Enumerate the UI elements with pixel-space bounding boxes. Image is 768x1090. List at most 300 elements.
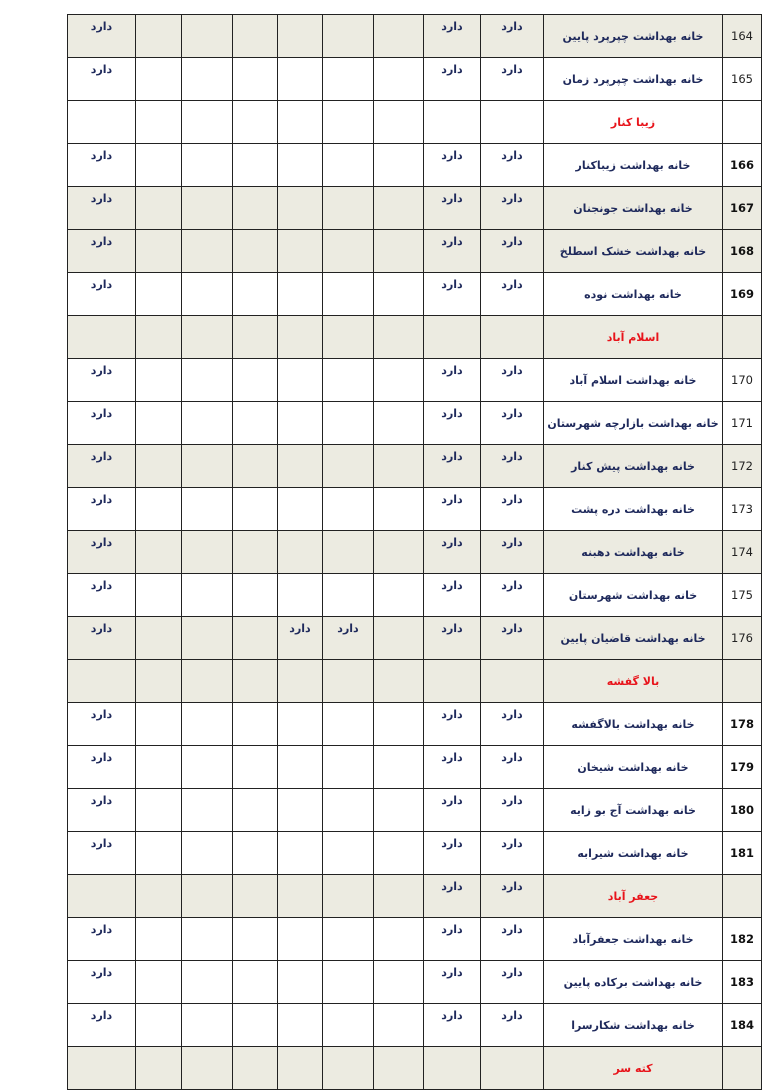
status-cell: دارد	[424, 789, 481, 832]
status-cell: دارد	[68, 273, 136, 316]
status-cell: دارد	[481, 187, 544, 230]
status-cell: دارد	[481, 789, 544, 832]
status-cell: دارد	[481, 230, 544, 273]
status-cell: دارد	[424, 359, 481, 402]
row-number	[723, 660, 762, 703]
status-cell	[233, 144, 278, 187]
status-cell: دارد	[424, 488, 481, 531]
health-house-name: خانه بهداشت بازارچه شهرستان	[544, 402, 723, 445]
health-house-name: خانه بهداشت برکاده پایین	[544, 961, 723, 1004]
status-cell	[136, 531, 182, 574]
status-cell: دارد	[68, 359, 136, 402]
status-cell	[136, 359, 182, 402]
table-row	[68, 703, 762, 746]
status-cell	[323, 1004, 374, 1047]
status-cell	[374, 574, 424, 617]
status-cell	[136, 488, 182, 531]
status-cell: دارد	[68, 746, 136, 789]
status-cell	[233, 230, 278, 273]
row-number: 176	[723, 617, 762, 660]
status-cell	[374, 187, 424, 230]
status-cell: دارد	[68, 617, 136, 660]
health-house-name: خانه بهداشت شیخان	[544, 746, 723, 789]
row-number: 167	[723, 187, 762, 230]
health-house-name: خانه بهداشت بالاگفشه	[544, 703, 723, 746]
status-cell	[278, 488, 323, 531]
status-cell	[182, 1004, 233, 1047]
row-number: 175	[723, 574, 762, 617]
status-cell	[424, 316, 481, 359]
health-house-name: خانه بهداشت آج بو زایه	[544, 789, 723, 832]
row-number: 181	[723, 832, 762, 875]
table-row	[68, 961, 762, 1004]
status-cell	[136, 961, 182, 1004]
status-cell	[278, 703, 323, 746]
status-cell	[278, 918, 323, 961]
status-cell	[278, 660, 323, 703]
status-cell: دارد	[68, 918, 136, 961]
status-cell	[374, 832, 424, 875]
row-number: 179	[723, 746, 762, 789]
table-row	[68, 574, 762, 617]
health-house-name: خانه بهداشت دره پشت	[544, 488, 723, 531]
status-cell: دارد	[481, 961, 544, 1004]
status-cell: دارد	[424, 273, 481, 316]
status-cell	[136, 918, 182, 961]
status-cell	[424, 101, 481, 144]
status-cell	[233, 187, 278, 230]
status-cell: دارد	[424, 1004, 481, 1047]
status-cell	[136, 703, 182, 746]
status-cell	[182, 832, 233, 875]
status-cell	[182, 273, 233, 316]
status-cell	[374, 230, 424, 273]
status-cell	[182, 316, 233, 359]
status-cell	[233, 445, 278, 488]
status-cell	[68, 875, 136, 918]
status-cell	[481, 101, 544, 144]
table-row	[68, 359, 762, 402]
status-cell: دارد	[424, 617, 481, 660]
region-name: کته سر	[544, 1047, 723, 1090]
status-cell	[233, 617, 278, 660]
status-cell	[233, 531, 278, 574]
status-cell: دارد	[68, 531, 136, 574]
status-cell: دارد	[68, 402, 136, 445]
status-cell	[233, 918, 278, 961]
status-cell	[323, 832, 374, 875]
status-cell	[233, 402, 278, 445]
status-cell: دارد	[424, 230, 481, 273]
table-row	[68, 58, 762, 101]
row-number: 164	[723, 15, 762, 58]
status-cell	[136, 789, 182, 832]
status-cell	[136, 15, 182, 58]
status-cell	[68, 1047, 136, 1090]
row-number	[723, 101, 762, 144]
status-cell	[182, 789, 233, 832]
status-cell: دارد	[481, 273, 544, 316]
table-row	[68, 402, 762, 445]
status-cell: دارد	[424, 574, 481, 617]
status-cell	[136, 832, 182, 875]
status-cell	[481, 660, 544, 703]
status-cell	[233, 832, 278, 875]
row-number: 173	[723, 488, 762, 531]
status-cell: دارد	[68, 789, 136, 832]
row-number: 182	[723, 918, 762, 961]
row-number: 169	[723, 273, 762, 316]
status-cell: دارد	[424, 961, 481, 1004]
table-row	[68, 15, 762, 58]
status-cell	[278, 316, 323, 359]
status-cell	[374, 15, 424, 58]
region-header-row	[68, 660, 762, 703]
table-row	[68, 445, 762, 488]
status-cell: دارد	[424, 531, 481, 574]
row-number	[723, 316, 762, 359]
row-number: 178	[723, 703, 762, 746]
status-cell	[278, 230, 323, 273]
status-cell	[374, 488, 424, 531]
status-cell	[278, 875, 323, 918]
status-cell: دارد	[424, 832, 481, 875]
status-cell	[323, 58, 374, 101]
row-number: 180	[723, 789, 762, 832]
health-house-table-page	[67, 14, 761, 1090]
status-cell	[374, 359, 424, 402]
status-cell	[374, 1004, 424, 1047]
status-cell: دارد	[481, 875, 544, 918]
status-cell	[182, 531, 233, 574]
row-number: 174	[723, 531, 762, 574]
status-cell	[233, 875, 278, 918]
status-cell	[182, 402, 233, 445]
status-cell	[233, 574, 278, 617]
status-cell	[182, 58, 233, 101]
status-cell	[323, 187, 374, 230]
status-cell	[374, 402, 424, 445]
status-cell: دارد	[68, 703, 136, 746]
status-cell	[68, 101, 136, 144]
status-cell	[136, 230, 182, 273]
status-cell: دارد	[481, 703, 544, 746]
status-cell	[233, 961, 278, 1004]
status-cell	[182, 15, 233, 58]
status-cell	[323, 230, 374, 273]
table-row	[68, 230, 762, 273]
status-cell: دارد	[481, 445, 544, 488]
status-cell: دارد	[323, 617, 374, 660]
status-cell	[136, 402, 182, 445]
status-cell	[182, 875, 233, 918]
status-cell: دارد	[481, 617, 544, 660]
status-cell	[233, 58, 278, 101]
status-cell	[481, 316, 544, 359]
status-cell	[182, 187, 233, 230]
status-cell: دارد	[424, 144, 481, 187]
health-house-name: خانه بهداشت خشک اسطلخ	[544, 230, 723, 273]
status-cell	[233, 316, 278, 359]
status-cell	[278, 359, 323, 402]
status-cell	[136, 187, 182, 230]
region-header-row	[68, 875, 762, 918]
region-name: بالا گفشه	[544, 660, 723, 703]
status-cell	[374, 789, 424, 832]
table-row	[68, 187, 762, 230]
status-cell	[182, 359, 233, 402]
status-cell	[323, 144, 374, 187]
status-cell	[233, 1047, 278, 1090]
status-cell	[233, 359, 278, 402]
table-row	[68, 531, 762, 574]
table-row	[68, 746, 762, 789]
status-cell	[374, 617, 424, 660]
status-cell	[323, 875, 374, 918]
row-number: 171	[723, 402, 762, 445]
status-cell	[278, 1004, 323, 1047]
status-cell	[182, 703, 233, 746]
status-cell	[374, 875, 424, 918]
status-cell	[182, 144, 233, 187]
status-cell: دارد	[278, 617, 323, 660]
status-cell	[323, 1047, 374, 1090]
table-row	[68, 144, 762, 187]
status-cell: دارد	[481, 58, 544, 101]
health-house-name: خانه بهداشت اسلام آباد	[544, 359, 723, 402]
table-body	[68, 15, 762, 1090]
region-header-row	[68, 101, 762, 144]
status-cell: دارد	[68, 144, 136, 187]
status-cell	[278, 273, 323, 316]
row-number: 170	[723, 359, 762, 402]
health-house-name: خانه بهداشت زیباکنار	[544, 144, 723, 187]
status-cell	[374, 58, 424, 101]
status-cell: دارد	[424, 402, 481, 445]
status-cell: دارد	[68, 15, 136, 58]
status-cell: دارد	[481, 15, 544, 58]
status-cell	[233, 15, 278, 58]
table-row	[68, 789, 762, 832]
status-cell	[136, 1047, 182, 1090]
region-header-row	[68, 1047, 762, 1090]
status-cell	[374, 660, 424, 703]
status-cell	[233, 789, 278, 832]
status-cell	[136, 574, 182, 617]
status-cell	[323, 531, 374, 574]
status-cell: دارد	[481, 746, 544, 789]
status-cell	[136, 101, 182, 144]
status-cell: دارد	[424, 703, 481, 746]
status-cell	[278, 574, 323, 617]
table-row	[68, 832, 762, 875]
status-cell: دارد	[481, 574, 544, 617]
status-cell	[278, 445, 323, 488]
status-cell	[182, 230, 233, 273]
status-cell	[182, 961, 233, 1004]
table-row	[68, 1004, 762, 1047]
row-number: 165	[723, 58, 762, 101]
status-cell: دارد	[424, 746, 481, 789]
table-row	[68, 488, 762, 531]
status-cell	[374, 703, 424, 746]
status-cell	[278, 187, 323, 230]
status-cell	[481, 1047, 544, 1090]
status-cell: دارد	[481, 918, 544, 961]
status-cell	[424, 1047, 481, 1090]
status-cell	[136, 746, 182, 789]
status-cell	[323, 789, 374, 832]
status-cell	[233, 746, 278, 789]
status-cell	[233, 660, 278, 703]
status-cell	[182, 488, 233, 531]
status-cell	[182, 617, 233, 660]
status-cell	[136, 144, 182, 187]
status-cell	[374, 961, 424, 1004]
status-cell	[323, 574, 374, 617]
status-cell: دارد	[68, 574, 136, 617]
health-house-table	[67, 14, 762, 1090]
status-cell	[233, 488, 278, 531]
health-house-name: خانه بهداشت جونجنان	[544, 187, 723, 230]
status-cell	[136, 1004, 182, 1047]
health-house-name: خانه بهداشت شکارسرا	[544, 1004, 723, 1047]
status-cell	[323, 15, 374, 58]
status-cell: دارد	[481, 832, 544, 875]
status-cell	[323, 961, 374, 1004]
health-house-name: خانه بهداشت شهرستان	[544, 574, 723, 617]
row-number	[723, 875, 762, 918]
status-cell: دارد	[68, 1004, 136, 1047]
row-number: 184	[723, 1004, 762, 1047]
status-cell	[323, 660, 374, 703]
status-cell: دارد	[68, 488, 136, 531]
status-cell	[233, 1004, 278, 1047]
status-cell	[136, 58, 182, 101]
status-cell	[278, 15, 323, 58]
status-cell	[374, 101, 424, 144]
status-cell	[374, 445, 424, 488]
health-house-name: خانه بهداشت نوده	[544, 273, 723, 316]
status-cell: دارد	[481, 359, 544, 402]
status-cell	[278, 961, 323, 1004]
status-cell: دارد	[424, 187, 481, 230]
region-name: جعفر آباد	[544, 875, 723, 918]
status-cell	[374, 1047, 424, 1090]
region-name: زیبا کنار	[544, 101, 723, 144]
status-cell: دارد	[424, 918, 481, 961]
status-cell: دارد	[424, 875, 481, 918]
status-cell: دارد	[424, 445, 481, 488]
status-cell	[233, 273, 278, 316]
status-cell	[182, 445, 233, 488]
row-number: 183	[723, 961, 762, 1004]
health-house-name: خانه بهداشت چپرپرد زمان	[544, 58, 723, 101]
row-number: 168	[723, 230, 762, 273]
status-cell	[68, 316, 136, 359]
status-cell	[374, 746, 424, 789]
status-cell	[323, 746, 374, 789]
status-cell	[136, 273, 182, 316]
status-cell	[182, 574, 233, 617]
status-cell	[424, 660, 481, 703]
status-cell: دارد	[68, 445, 136, 488]
region-name: اسلام آباد	[544, 316, 723, 359]
health-house-name: خانه بهداشت دهبنه	[544, 531, 723, 574]
status-cell: دارد	[481, 488, 544, 531]
status-cell: دارد	[68, 58, 136, 101]
status-cell	[278, 144, 323, 187]
status-cell: دارد	[481, 144, 544, 187]
table-row	[68, 617, 762, 660]
status-cell	[182, 660, 233, 703]
status-cell	[182, 746, 233, 789]
status-cell	[323, 488, 374, 531]
row-number: 166	[723, 144, 762, 187]
status-cell	[278, 101, 323, 144]
status-cell	[278, 832, 323, 875]
status-cell	[323, 402, 374, 445]
status-cell	[278, 531, 323, 574]
status-cell	[323, 359, 374, 402]
status-cell	[278, 789, 323, 832]
health-house-name: خانه بهداشت جعفرآباد	[544, 918, 723, 961]
status-cell	[136, 617, 182, 660]
status-cell	[374, 144, 424, 187]
status-cell	[323, 445, 374, 488]
status-cell: دارد	[481, 531, 544, 574]
status-cell: دارد	[481, 1004, 544, 1047]
status-cell	[68, 660, 136, 703]
status-cell	[374, 273, 424, 316]
status-cell	[278, 402, 323, 445]
status-cell	[323, 101, 374, 144]
table-row	[68, 273, 762, 316]
region-header-row	[68, 316, 762, 359]
status-cell: دارد	[68, 230, 136, 273]
row-number: 172	[723, 445, 762, 488]
health-house-name: خانه بهداشت پیش کنار	[544, 445, 723, 488]
status-cell	[323, 316, 374, 359]
status-cell: دارد	[68, 961, 136, 1004]
status-cell	[182, 101, 233, 144]
status-cell	[374, 316, 424, 359]
status-cell	[323, 273, 374, 316]
status-cell: دارد	[68, 187, 136, 230]
status-cell	[323, 703, 374, 746]
health-house-name: خانه بهداشت شیرابه	[544, 832, 723, 875]
status-cell	[278, 746, 323, 789]
status-cell	[323, 918, 374, 961]
status-cell	[233, 703, 278, 746]
status-cell: دارد	[424, 58, 481, 101]
status-cell: دارد	[424, 15, 481, 58]
row-number	[723, 1047, 762, 1090]
status-cell	[374, 918, 424, 961]
status-cell	[374, 531, 424, 574]
status-cell	[136, 875, 182, 918]
health-house-name: خانه بهداشت قاضیان پایین	[544, 617, 723, 660]
status-cell	[182, 1047, 233, 1090]
health-house-name: خانه بهداشت چپرپرد پایین	[544, 15, 723, 58]
status-cell	[233, 101, 278, 144]
status-cell	[278, 58, 323, 101]
status-cell	[278, 1047, 323, 1090]
status-cell: دارد	[68, 832, 136, 875]
status-cell: دارد	[481, 402, 544, 445]
status-cell	[136, 660, 182, 703]
status-cell	[182, 918, 233, 961]
